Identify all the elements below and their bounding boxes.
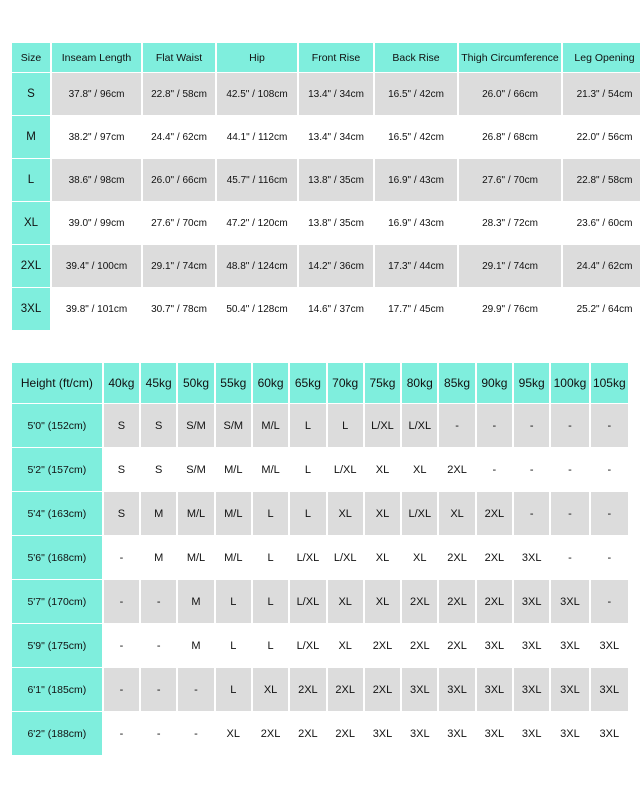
measurement-cell: 50.4" / 128cm	[217, 288, 297, 330]
recommended-size-cell: -	[141, 668, 176, 711]
recommended-size-cell: L	[328, 404, 363, 447]
recommended-size-cell: 2XL	[477, 492, 512, 535]
recommended-size-cell: 3XL	[514, 536, 549, 579]
recommended-size-cell: L	[290, 492, 325, 535]
recommended-size-cell: 2XL	[253, 712, 288, 755]
measurement-cell: 14.6" / 37cm	[299, 288, 373, 330]
recommended-size-cell: M/L	[178, 536, 213, 579]
recommended-size-cell: XL	[365, 492, 400, 535]
measurement-cell: 27.6" / 70cm	[143, 202, 215, 244]
measurement-cell: 39.4" / 100cm	[52, 245, 141, 287]
height-weight-fit-table	[10, 362, 630, 756]
recommended-size-cell: 2XL	[439, 536, 474, 579]
header-weight: 85kg	[439, 363, 474, 403]
table-row	[12, 288, 640, 330]
header-height: Height (ft/cm)	[12, 363, 102, 403]
recommended-size-cell: S	[104, 448, 139, 491]
recommended-size-cell: M/L	[253, 404, 288, 447]
recommended-size-cell: XL	[328, 624, 363, 667]
recommended-size-cell: 2XL	[328, 668, 363, 711]
recommended-size-cell: L/XL	[328, 448, 363, 491]
recommended-size-cell: XL	[328, 492, 363, 535]
recommended-size-cell: 2XL	[439, 580, 474, 623]
measurement-cell: 17.7" / 45cm	[375, 288, 457, 330]
measurement-cell: 23.6" / 60cm	[563, 202, 640, 244]
header-weight: 60kg	[253, 363, 288, 403]
recommended-size-cell: 3XL	[514, 668, 549, 711]
measurement-cell: 21.3" / 54cm	[563, 73, 640, 115]
recommended-size-cell: 3XL	[402, 668, 437, 711]
measurement-cell: 17.3" / 44cm	[375, 245, 457, 287]
recommended-size-cell: -	[591, 448, 628, 491]
recommended-size-cell: M/L	[216, 448, 251, 491]
table-row	[12, 492, 628, 535]
size-label-cell: S	[12, 73, 50, 115]
header-weight: 50kg	[178, 363, 213, 403]
header-weight: 40kg	[104, 363, 139, 403]
recommended-size-cell: M/L	[178, 492, 213, 535]
table-row	[12, 668, 628, 711]
recommended-size-cell: L/XL	[402, 404, 437, 447]
height-label-cell: 5'9" (175cm)	[12, 624, 102, 667]
recommended-size-cell: 2XL	[477, 580, 512, 623]
recommended-size-cell: -	[551, 492, 588, 535]
recommended-size-cell: 3XL	[514, 712, 549, 755]
recommended-size-cell: L	[253, 580, 288, 623]
recommended-size-cell: -	[591, 536, 628, 579]
recommended-size-cell: -	[591, 404, 628, 447]
recommended-size-cell: 2XL	[290, 712, 325, 755]
table-row	[12, 580, 628, 623]
measurement-cell: 22.8" / 58cm	[143, 73, 215, 115]
recommended-size-cell: -	[178, 668, 213, 711]
recommended-size-cell: S/M	[216, 404, 251, 447]
recommended-size-cell: M	[141, 492, 176, 535]
recommended-size-cell: -	[141, 580, 176, 623]
recommended-size-cell: 3XL	[591, 668, 628, 711]
recommended-size-cell: -	[104, 668, 139, 711]
recommended-size-cell: 3XL	[477, 624, 512, 667]
measurement-cell: 24.4" / 62cm	[143, 116, 215, 158]
recommended-size-cell: L	[216, 668, 251, 711]
recommended-size-cell: 2XL	[365, 624, 400, 667]
recommended-size-cell: 2XL	[439, 624, 474, 667]
recommended-size-cell: -	[104, 624, 139, 667]
table-row	[12, 536, 628, 579]
recommended-size-cell: -	[477, 448, 512, 491]
header-weight: 100kg	[551, 363, 588, 403]
measurement-cell: 13.4" / 34cm	[299, 116, 373, 158]
recommended-size-cell: 3XL	[365, 712, 400, 755]
measurement-cell: 27.6" / 70cm	[459, 159, 561, 201]
recommended-size-cell: 2XL	[402, 624, 437, 667]
header-front-rise: Front Rise	[299, 43, 373, 72]
recommended-size-cell: 2XL	[439, 448, 474, 491]
recommended-size-cell: 2XL	[402, 580, 437, 623]
recommended-size-cell: S/M	[178, 404, 213, 447]
recommended-size-cell: L/XL	[365, 404, 400, 447]
height-label-cell: 5'4" (163cm)	[12, 492, 102, 535]
table-row	[12, 448, 628, 491]
measurement-cell: 16.9" / 43cm	[375, 159, 457, 201]
header-weight: 55kg	[216, 363, 251, 403]
header-weight: 45kg	[141, 363, 176, 403]
recommended-size-cell: 3XL	[591, 624, 628, 667]
measurement-cell: 29.1" / 74cm	[143, 245, 215, 287]
recommended-size-cell: 3XL	[591, 712, 628, 755]
measurement-cell: 28.3" / 72cm	[459, 202, 561, 244]
height-label-cell: 5'7" (170cm)	[12, 580, 102, 623]
recommended-size-cell: L	[290, 448, 325, 491]
header-back-rise: Back Rise	[375, 43, 457, 72]
recommended-size-cell: L	[253, 492, 288, 535]
measurement-cell: 45.7" / 116cm	[217, 159, 297, 201]
recommended-size-cell: M/L	[253, 448, 288, 491]
table-row	[12, 73, 640, 115]
fit-chart-header-row	[12, 363, 628, 403]
recommended-size-cell: -	[591, 492, 628, 535]
recommended-size-cell: M	[178, 624, 213, 667]
table-row	[12, 712, 628, 755]
measurement-cell: 38.2" / 97cm	[52, 116, 141, 158]
measurement-cell: 37.8" / 96cm	[52, 73, 141, 115]
recommended-size-cell: XL	[402, 536, 437, 579]
recommended-size-cell: L/XL	[290, 624, 325, 667]
recommended-size-cell: 3XL	[477, 712, 512, 755]
recommended-size-cell: 3XL	[551, 624, 588, 667]
recommended-size-cell: 2XL	[328, 712, 363, 755]
recommended-size-cell: -	[514, 448, 549, 491]
recommended-size-cell: -	[477, 404, 512, 447]
recommended-size-cell: XL	[402, 448, 437, 491]
recommended-size-cell: S	[104, 492, 139, 535]
recommended-size-cell: XL	[365, 448, 400, 491]
recommended-size-cell: XL	[216, 712, 251, 755]
header-weight: 95kg	[514, 363, 549, 403]
measurement-cell: 44.1" / 112cm	[217, 116, 297, 158]
recommended-size-cell: -	[178, 712, 213, 755]
header-weight: 105kg	[591, 363, 628, 403]
measurement-cell: 13.8" / 35cm	[299, 202, 373, 244]
recommended-size-cell: S	[141, 448, 176, 491]
recommended-size-cell: L/XL	[290, 580, 325, 623]
recommended-size-cell: M	[141, 536, 176, 579]
measurement-cell: 24.4" / 62cm	[563, 245, 640, 287]
measurement-cell: 26.8" / 68cm	[459, 116, 561, 158]
size-label-cell: 2XL	[12, 245, 50, 287]
measurement-cell: 39.0" / 99cm	[52, 202, 141, 244]
measurement-cell: 39.8" / 101cm	[52, 288, 141, 330]
recommended-size-cell: XL	[365, 536, 400, 579]
recommended-size-cell: -	[104, 536, 139, 579]
size-chart-table	[10, 42, 640, 331]
recommended-size-cell: -	[551, 536, 588, 579]
height-label-cell: 6'2" (188cm)	[12, 712, 102, 755]
recommended-size-cell: L	[253, 624, 288, 667]
recommended-size-cell: 3XL	[439, 668, 474, 711]
height-label-cell: 6'1" (185cm)	[12, 668, 102, 711]
table-row	[12, 159, 640, 201]
recommended-size-cell: -	[514, 492, 549, 535]
recommended-size-cell: -	[104, 580, 139, 623]
recommended-size-cell: 3XL	[477, 668, 512, 711]
measurement-cell: 25.2" / 64cm	[563, 288, 640, 330]
table-row	[12, 116, 640, 158]
recommended-size-cell: L/XL	[402, 492, 437, 535]
size-chart-header-row	[12, 43, 640, 72]
height-label-cell: 5'0" (152cm)	[12, 404, 102, 447]
measurement-cell: 47.2" / 120cm	[217, 202, 297, 244]
recommended-size-cell: 3XL	[551, 580, 588, 623]
recommended-size-cell: -	[514, 404, 549, 447]
measurement-cell: 22.8" / 58cm	[563, 159, 640, 201]
recommended-size-cell: 3XL	[551, 712, 588, 755]
size-label-cell: 3XL	[12, 288, 50, 330]
recommended-size-cell: XL	[253, 668, 288, 711]
measurement-cell: 16.5" / 42cm	[375, 116, 457, 158]
recommended-size-cell: -	[141, 624, 176, 667]
table-row	[12, 624, 628, 667]
measurement-cell: 29.9" / 76cm	[459, 288, 561, 330]
measurement-cell: 42.5" / 108cm	[217, 73, 297, 115]
measurement-cell: 29.1" / 74cm	[459, 245, 561, 287]
recommended-size-cell: L/XL	[328, 536, 363, 579]
recommended-size-cell: -	[141, 712, 176, 755]
size-label-cell: XL	[12, 202, 50, 244]
recommended-size-cell: -	[591, 580, 628, 623]
recommended-size-cell: 2XL	[365, 668, 400, 711]
size-label-cell: L	[12, 159, 50, 201]
recommended-size-cell: XL	[365, 580, 400, 623]
recommended-size-cell: M	[178, 580, 213, 623]
recommended-size-cell: M/L	[216, 536, 251, 579]
recommended-size-cell: M/L	[216, 492, 251, 535]
recommended-size-cell: L	[290, 404, 325, 447]
recommended-size-cell: 3XL	[514, 580, 549, 623]
recommended-size-cell: 2XL	[290, 668, 325, 711]
recommended-size-cell: 3XL	[551, 668, 588, 711]
header-weight: 90kg	[477, 363, 512, 403]
height-label-cell: 5'6" (168cm)	[12, 536, 102, 579]
measurement-cell: 26.0" / 66cm	[459, 73, 561, 115]
measurement-cell: 13.4" / 34cm	[299, 73, 373, 115]
recommended-size-cell: L/XL	[290, 536, 325, 579]
header-flat-waist: Flat Waist	[143, 43, 215, 72]
recommended-size-cell: XL	[439, 492, 474, 535]
header-weight: 65kg	[290, 363, 325, 403]
recommended-size-cell: -	[551, 404, 588, 447]
header-size: Size	[12, 43, 50, 72]
recommended-size-cell: S/M	[178, 448, 213, 491]
measurement-cell: 38.6" / 98cm	[52, 159, 141, 201]
recommended-size-cell: XL	[328, 580, 363, 623]
recommended-size-cell: L	[253, 536, 288, 579]
recommended-size-cell: L	[216, 580, 251, 623]
recommended-size-cell: 3XL	[402, 712, 437, 755]
measurement-cell: 30.7" / 78cm	[143, 288, 215, 330]
header-weight: 70kg	[328, 363, 363, 403]
measurement-cell: 22.0" / 56cm	[563, 116, 640, 158]
header-weight: 75kg	[365, 363, 400, 403]
recommended-size-cell: S	[141, 404, 176, 447]
recommended-size-cell: S	[104, 404, 139, 447]
size-label-cell: M	[12, 116, 50, 158]
header-thigh-circumference: Thigh Circumference	[459, 43, 561, 72]
measurement-cell: 14.2" / 36cm	[299, 245, 373, 287]
measurement-cell: 13.8" / 35cm	[299, 159, 373, 201]
recommended-size-cell: L	[216, 624, 251, 667]
header-weight: 80kg	[402, 363, 437, 403]
measurement-cell: 16.9" / 43cm	[375, 202, 457, 244]
header-leg-opening: Leg Opening	[563, 43, 640, 72]
recommended-size-cell: -	[104, 712, 139, 755]
table-row	[12, 245, 640, 287]
recommended-size-cell: 3XL	[514, 624, 549, 667]
header-inseam-length: Inseam Length	[52, 43, 141, 72]
recommended-size-cell: -	[551, 448, 588, 491]
recommended-size-cell: 2XL	[477, 536, 512, 579]
header-hip: Hip	[217, 43, 297, 72]
measurement-cell: 48.8" / 124cm	[217, 245, 297, 287]
table-row	[12, 404, 628, 447]
height-label-cell: 5'2" (157cm)	[12, 448, 102, 491]
recommended-size-cell: 3XL	[439, 712, 474, 755]
recommended-size-cell: -	[439, 404, 474, 447]
table-row	[12, 202, 640, 244]
measurement-cell: 16.5" / 42cm	[375, 73, 457, 115]
measurement-cell: 26.0" / 66cm	[143, 159, 215, 201]
